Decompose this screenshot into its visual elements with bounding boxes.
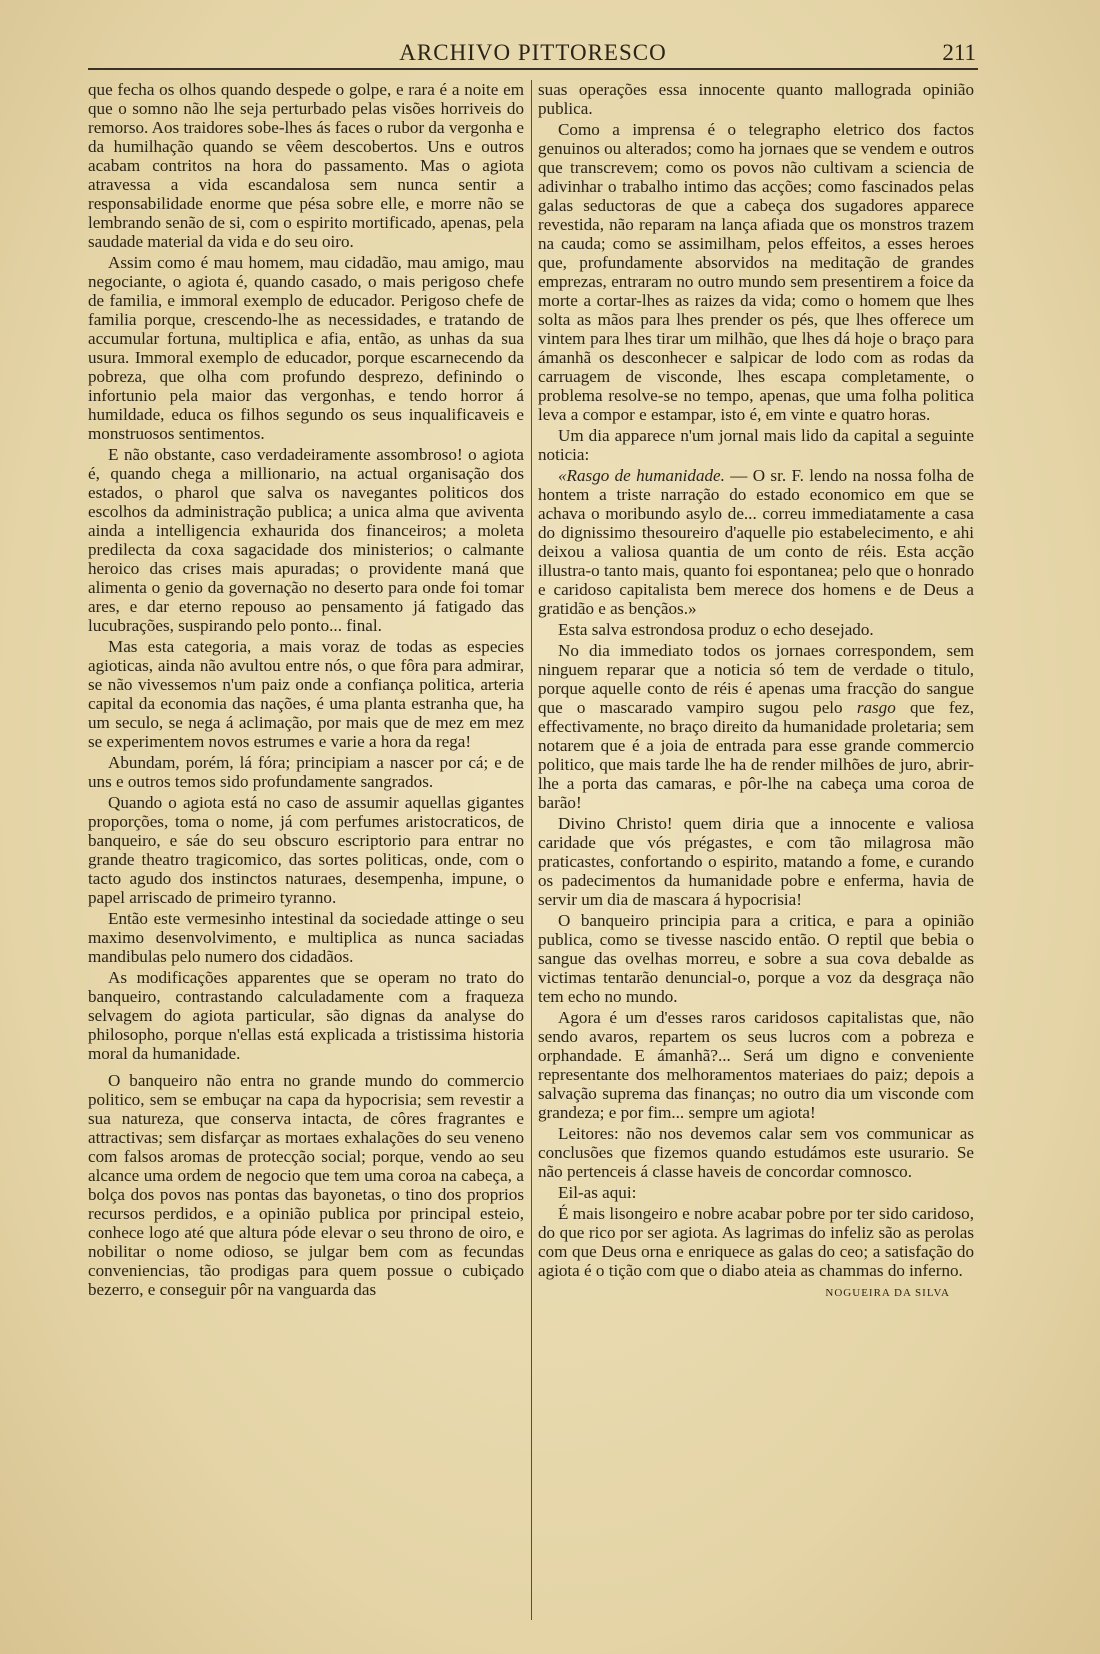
paragraph-part: No dia immediato todos os jornaes correspondem, sem ninguem reparar que a noticia só tem de verdade o titulo, porque aquelle conto de réis é apenas uma fracção do sangue que o mascarado vampiro sugou pelo [538, 641, 974, 717]
paragraph: Como a imprensa é o telegrapho eletrico dos factos genuinos ou alterados; como ha jornaes que se vendem e outros que transcrevem; como os povos não cultivam a sciencia de adivinhar o trabalho intimo das acções; como fascinados pelas galas seductoras de que a cabeça dos sugadores apparece revestida, não reparam na lança afiada que os monstros trazem na cauda; como se assimilham, pelos effeitos, a esses heroes que, profundamente absorvidos na meditação de grandes emprezas, entraram no outro mundo sem presentirem a foice da morte a cortar-lhes as raizes da vida; como o homem que lhes solta as mãos para lhes prender os pés, que lhes offerece um vintem para lhes tirar um milhão, que lhes dá hoje o braço para ámanhã os desconhecer e salpicar de lodo com as rodas da carruagem de visconde, lhes escapa completamente, o problema resolve-se no tempo, apenas, que uma folha politica leva a compor e estampar, isto é, em vinte e quatro horas. [538, 120, 974, 424]
notice-body: — O sr. F. lendo na nossa folha de hontem a triste narração do estado economico em que se achava o moribundo asylo de... correu immediatamente a casa do dignissimo thesoureiro d'aquelle pio estabelecimento, e ahi deixou a valiosa quantia de um conto de réis. Esta acção illustra-o tanto mais, quanto foi espontanea; pelo que o honrado e caridoso capitalista bem merece dos homens e de Deus a gratidão e as bençãos.» [538, 466, 974, 618]
paragraph: O banqueiro não entra no grande mundo do commercio politico, sem se embuçar na capa da hypocrisia; sem revestir a sua natureza, que conserva intacta, de côres fragrantes e attractivas; sem disfarçar as mortaes exhalações do seu veneno com falsos aromas de protecção social; porque, vendo ao seu alcance uma ordem de negocio que tem uma coroa na cabeça, a bolça dos povos nas pontas das bayonetas, o tino dos proprios recursos perdidos, e a opinião publica por principal esteio, conhece logo até que altura póde elevar o seu throno de oiro, e nobilitar o nome odioso, se julgar bem com as fecundas conveniencias, tão prodigas para quem possue o cubiçado bezerro, e conseguir pôr na vanguarda das [88, 1071, 524, 1299]
quoted-notice [538, 466, 974, 618]
paragraph: As modificações apparentes que se operam no trato do banqueiro, contrastando calculadamente com a fraqueza selvagem do agiota particular, são dignas da analyse do philosopho, porque n'ellas está explicada a tristissima historia moral da humanidade. [88, 968, 524, 1063]
paragraph: Um dia apparece n'um jornal mais lido da capital a seguinte noticia: [538, 426, 974, 464]
paragraph: Divino Christo! quem diria que a innocente e valiosa caridade que vós prégastes, e com tão milagrosa mão praticastes, confortando o espirito, matando a fome, e curando os padecimentos da humanidade pobre e enferma, havia de servir um dia de mascara á hypocrisia! [538, 814, 974, 909]
page [88, 38, 978, 1638]
paragraph: Mas esta categoria, a mais voraz de todas as especies agioticas, ainda não avultou entre nós, o que fôra para admirar, se não vivessemos n'um paiz onde a confiança politica, arteria capital da economia das nações, é uma planta estranha que, ha um seculo, se nega á aclimação, por mais que de mez em mez se experimentem novos estrumes e varie a hora da rega! [88, 637, 524, 751]
paragraph: E não obstante, caso verdadeiramente assombroso! o agiota é, quando chega a millionario, na actual organisação dos estados, o pharol que salva os navegantes politicos dos escolhos da administração publica; a unica alma que aviventa ainda a intelligencia exhaurida dos financeiros; a moleta predilecta da coxa sagacidade dos ministerios; o calmante heroico das crises mais apuradas; o providente maná que alimenta o genio da governação no deserto para onde foi tomar ares, e dar eterno repouso ao pensamento já fatigado das lucubrações, suspirando pelo ponto... final. [88, 445, 524, 635]
author-signature: NOGUEIRA DA SILVA [825, 1287, 950, 1299]
paragraph: Esta salva estrondosa produz o echo desejado. [558, 620, 874, 639]
notice-title: «Rasgo de humanidade. [558, 466, 725, 485]
journal-title: ARCHIVO PITTORESCO [399, 40, 667, 65]
page-number: 211 [942, 40, 976, 65]
paragraph: Agora é um d'esses raros caridosos capitalistas que, não sendo avaros, repartem os seus lucros com a pobreza e orphandade. E ámanhã?... Será um digno e conveniente representante dos melhoramentos materiaes do paiz; depois a salvação suprema das finanças; no outro dia um visconde com grandeza; e por fim... sempre um agiota! [538, 1008, 974, 1122]
paragraph: O banqueiro principia para a critica, e para a opinião publica, como se tivesse nascido então. O reptil que bebia o sangue das ovelhas morreu, e sobre a sua cova debalde as victimas tentarão denuncial-o, porque a voz da desgraça não tem echo no mundo. [538, 911, 974, 1006]
paragraph-part: que fez, effectivamente, no braço direito da humanidade proletaria; sem notarem que é a joia de entrada para esse grande commercio politico, que mais tarde lhe ha de render milhões de juro, abrir-lhe a porta das camaras, e pôr-lhe na cabeça uma coroa de barão! [538, 698, 975, 812]
paragraph: Eil-as aqui: [558, 1183, 637, 1202]
paragraph: Abundam, porém, lá fóra; principiam a nascer por cá; e de uns e outros temos sido profundamente sangrados. [88, 753, 524, 791]
right-column [538, 80, 974, 1303]
paragraph [538, 641, 974, 812]
paragraph: É mais lisongeiro e nobre acabar pobre por ter sido caridoso, do que rico por ser agiota. As lagrimas do infeliz são as perolas com que Deus orna e enriquece as galas do ceo; a satisfação do agiota é o tição com que o diabo ateia as chammas do inferno. [538, 1204, 974, 1280]
paragraph: que fecha os olhos quando despede o golpe, e rara é a noite em que o somno não lhe seja perturbado pelas visões horriveis do remorso. Aos traidores sobe-lhes ás faces o rubor da vergonha e da humilhação quando se vêem descobertos. Uns e outros acabam contritos na hora do passamento. Mas o agiota atravessa a vida escandalosa sem nunca sentir a responsabilidade enorme que pésa sobre elle, e morre não se lembrando senão de si, com o espirito mortificado, apenas, pela saudade material da vida e do seu oiro. [88, 80, 524, 251]
paragraph: Leitores: não nos devemos calar sem vos communicar as conclusões que fizemos quando estudámos este usurario. Se não pertenceis á classe haveis de concordar comnosco. [538, 1124, 974, 1181]
running-header [88, 38, 978, 70]
italic-word: rasgo [856, 698, 896, 717]
paragraph: Então este vermesinho intestinal da sociedade attinge o seu maximo desenvolvimento, e multiplica as nunca saciadas mandibulas pelo numero dos cidadãos. [88, 909, 524, 966]
paragraph: suas operações essa innocente quanto mallograda opinião publica. [538, 80, 974, 118]
paragraph: Assim como é mau homem, mau cidadão, mau amigo, mau negociante, o agiota é, quando casado, o mais perigoso chefe de familia, e immoral exemplo de educador. Perigoso chefe de familia porque, crescendo-lhe as necessidades, e tratando de accumular fortuna, multiplica e afia, então, as unhas da sua usura. Immoral exemplo de educador, porque escarnecendo da pobreza, que olha com profundo desprezo, definindo o infortunio pela maior das vergonhas, e tendo horror á humildade, educa os filhos segundo os seus inqualificaveis e monstruosos sentimentos. [88, 253, 524, 443]
left-column [88, 80, 524, 1299]
paragraph: Quando o agiota está no caso de assumir aquellas gigantes proporções, toma o nome, já com perfumes aristocraticos, de banqueiro, e sáe do seu obscuro escriptorio para entrar no grande theatro tragicomico, das sortes politicas, onde, com o tacto agudo dos instinctos naturaes, desempenha, impune, o papel arriscado de primeiro tyranno. [88, 793, 524, 907]
